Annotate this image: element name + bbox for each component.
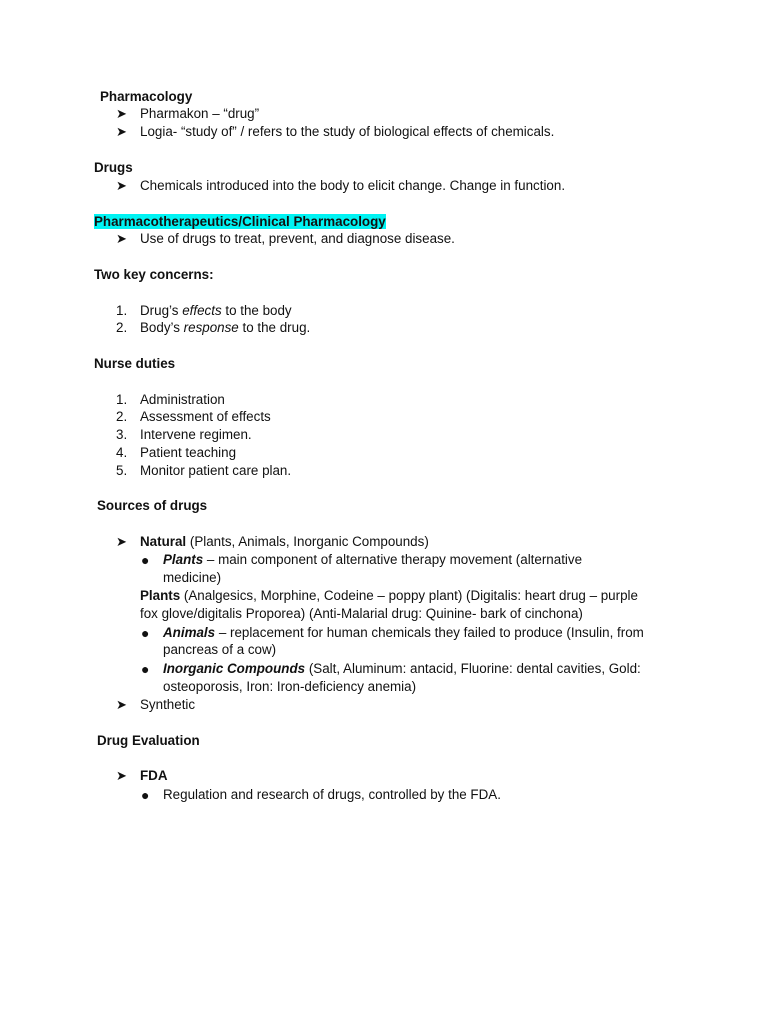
arrow-bullet-icon: ➤ [116,768,127,783]
list-item: Use of drugs to treat, prevent, and diagnose disease. [140,231,455,246]
heading-clinical-pharmacology [94,214,386,230]
list-number: 2. [116,409,128,424]
list-number: 2. [116,320,128,335]
list-item-natural: Natural (Plants, Animals, Inorganic Compounds) [140,534,429,549]
list-item: Drug’s effects to the body [140,303,292,318]
heading-sources-of-drugs: Sources of drugs [97,498,208,513]
list-item: Administration [140,392,225,407]
dot-bullet-icon: ● [141,661,150,677]
heading-two-key-concerns: Two key concerns: [94,267,214,282]
arrow-bullet-icon: ➤ [116,231,127,246]
list-item: Chemicals introduced into the body to elicit change. Change in function. [140,178,566,193]
dot-bullet-icon: ● [141,552,150,568]
arrow-bullet-icon: ➤ [116,124,127,139]
plants-examples-cont: fox glove/digitalis Proporea) (Anti-Malarial drug: Quinine- bark of cinchona) [140,606,583,621]
arrow-bullet-icon: ➤ [116,697,127,712]
list-number: 5. [116,463,128,478]
list-item: Regulation and research of drugs, controlled by the FDA. [163,787,501,802]
heading-drug-evaluation: Drug Evaluation [97,733,200,748]
plants-examples: Plants (Analgesics, Morphine, Codeine – poppy plant) (Digitalis: heart drug – purple [140,588,638,603]
list-item-synthetic: Synthetic [140,697,196,712]
list-item: Logia- “study of” / refers to the study of biological effects of chemicals. [140,124,555,139]
list-item-animals: Animals – replacement for human chemicals they failed to produce (Insulin, from [163,625,644,640]
list-item: Intervene regimen. [140,427,252,442]
list-item-animals-cont: pancreas of a cow) [163,642,277,657]
dot-bullet-icon: ● [141,625,150,641]
list-item: Pharmakon – “drug” [140,106,260,121]
list-item: Assessment of effects [140,409,271,424]
list-number: 4. [116,445,128,460]
highlighted-heading: Pharmacotherapeutics/Clinical Pharmacology [94,214,386,229]
list-item-inorganic: Inorganic Compounds (Salt, Aluminum: antacid, Fluorine: dental cavities, Gold: [163,661,641,676]
heading-drugs: Drugs [94,160,133,175]
list-item: Body’s response to the drug. [140,320,311,335]
list-number: 1. [116,392,128,407]
list-item: Monitor patient care plan. [140,463,292,478]
list-item-inorganic-cont: osteoporosis, Iron: Iron-deficiency anemia) [163,679,417,694]
arrow-bullet-icon: ➤ [116,534,127,549]
list-item-plants-cont: medicine) [163,570,222,585]
dot-bullet-icon: ● [141,787,150,803]
list-number: 1. [116,303,128,318]
arrow-bullet-icon: ➤ [116,106,127,121]
list-number: 3. [116,427,128,442]
list-item-plants: Plants – main component of alternative therapy movement (alternative [163,552,583,567]
heading-pharmacology: Pharmacology [100,89,193,104]
heading-nurse-duties: Nurse duties [94,356,176,371]
list-item-fda: FDA [140,768,168,783]
arrow-bullet-icon: ➤ [116,178,127,193]
list-item: Patient teaching [140,445,237,460]
